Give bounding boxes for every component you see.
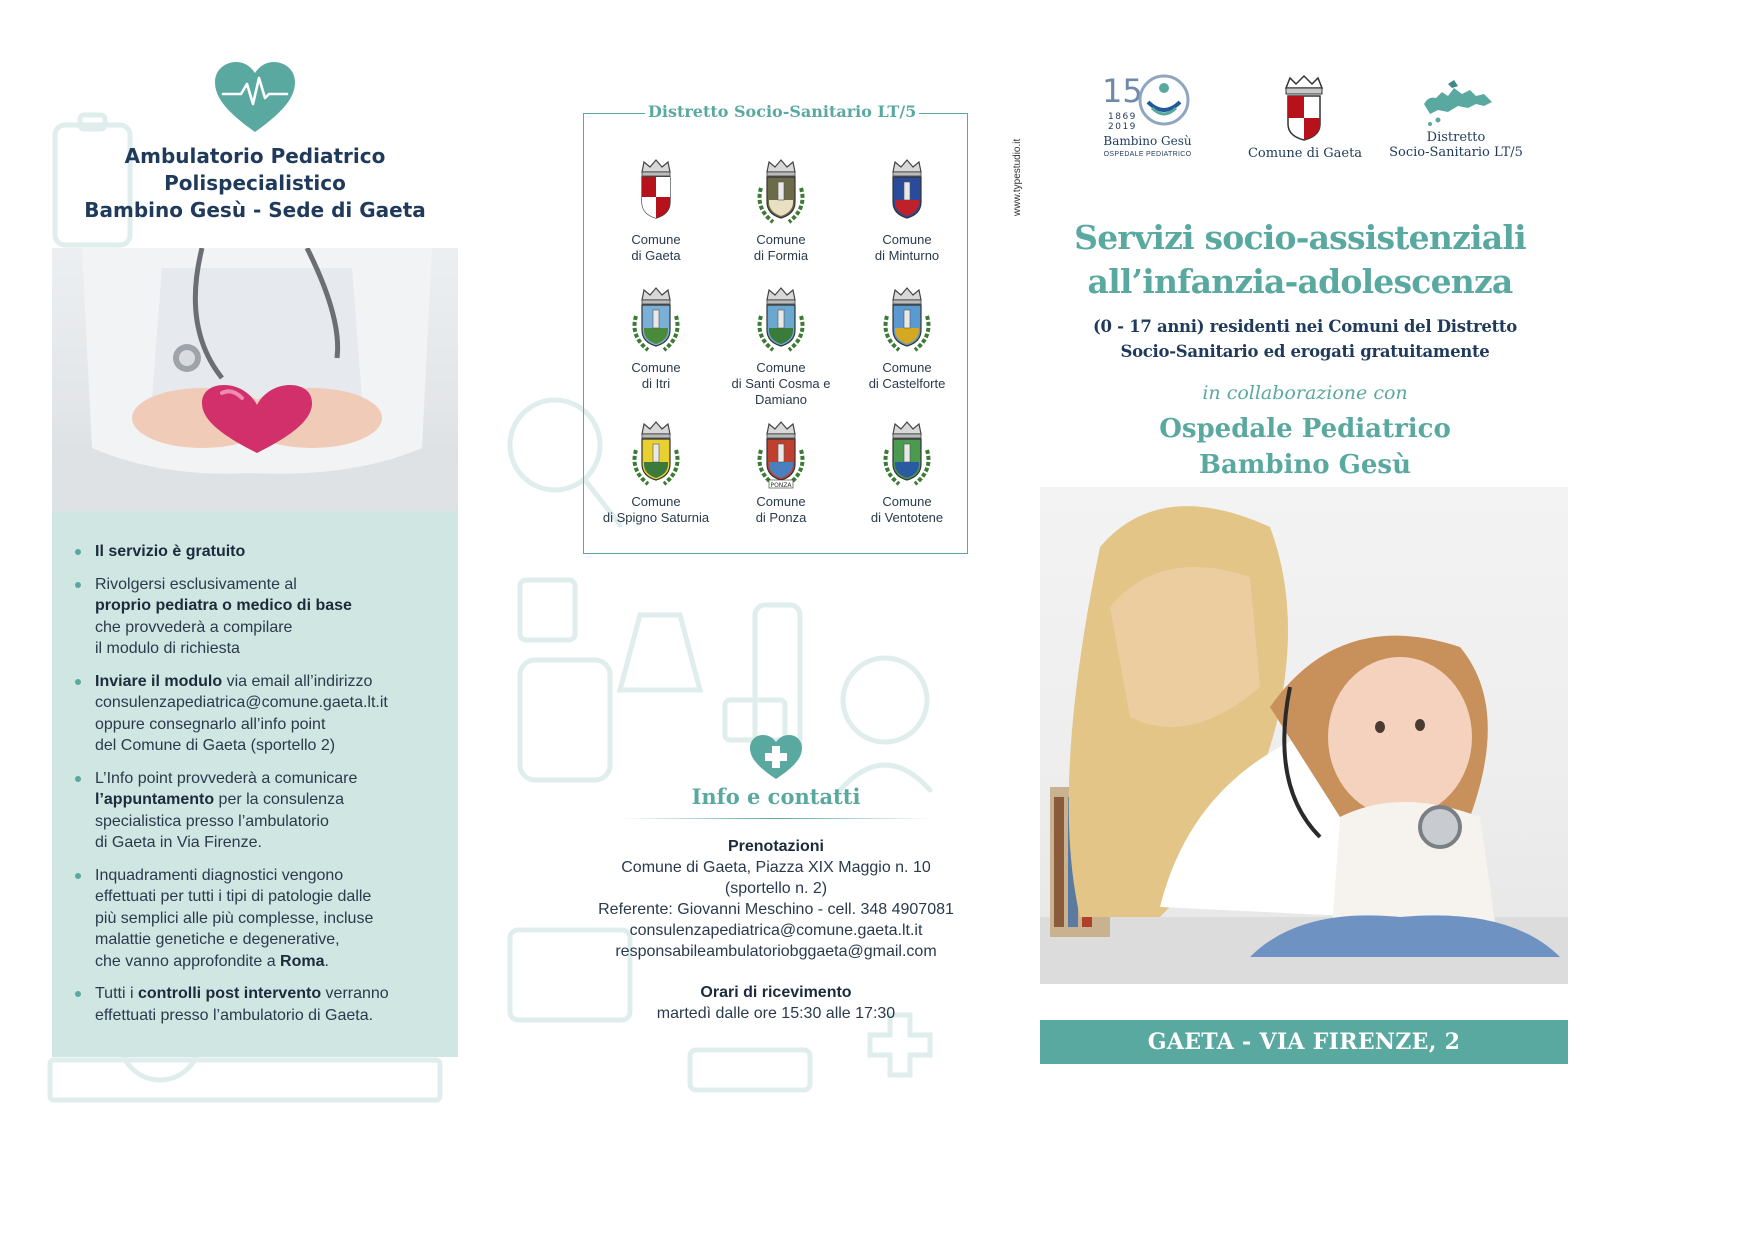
main-title-line: Servizi socio-assistenziali bbox=[1074, 218, 1526, 257]
municipality-name-line: di Castelforte bbox=[868, 376, 946, 391]
contact-line: martedì dalle ore 15:30 alle 17:30 bbox=[656, 1005, 896, 1022]
municipality-name-line: di Formia bbox=[753, 248, 809, 263]
text: . bbox=[324, 952, 329, 970]
address-banner bbox=[1040, 1020, 1568, 1064]
designer-credit: www.typestudio.it bbox=[1012, 138, 1023, 216]
text: che provvederà a compilare bbox=[95, 618, 293, 636]
bold-text: controlli post intervento bbox=[137, 985, 322, 1002]
service-info-line bbox=[95, 908, 442, 930]
contact-line: (sportello n. 2) bbox=[724, 880, 828, 897]
clinic-title bbox=[52, 143, 458, 224]
ponza-coat-of-arms-icon bbox=[751, 420, 811, 490]
info-divider bbox=[620, 818, 932, 819]
logo-district-line: Socio-Sanitario LT/5 bbox=[1389, 145, 1523, 160]
spigno-saturnia-coat-of-arms-icon bbox=[626, 420, 686, 490]
contact-heading: Prenotazioni bbox=[727, 838, 824, 855]
service-info-line bbox=[95, 832, 442, 854]
gaeta-coat-of-arms-icon bbox=[626, 158, 686, 228]
logo-years-bottom: 2019 bbox=[1108, 122, 1137, 132]
municipality-name-line: Comune bbox=[756, 360, 806, 375]
itri-coat-of-arms-icon bbox=[626, 286, 686, 356]
ventotene-coat-of-arms-icon bbox=[877, 420, 937, 490]
district-map-logo-icon bbox=[1418, 74, 1498, 130]
bold-text: proprio pediatra o medico di base bbox=[95, 597, 352, 614]
service-info-line bbox=[95, 1005, 442, 1027]
service-info-item bbox=[52, 768, 458, 854]
bold-text: l’appuntamento bbox=[95, 791, 215, 808]
service-info-item bbox=[52, 983, 458, 1026]
text: di Gaeta in Via Firenze. bbox=[95, 834, 262, 851]
municipality-name-line: di Gaeta bbox=[631, 248, 681, 263]
text: consulenzapediatrica@comune.gaeta.lt.it bbox=[95, 694, 388, 711]
spacer bbox=[560, 962, 992, 982]
contacts-block bbox=[560, 836, 992, 1024]
eligibility-subtitle bbox=[1060, 314, 1550, 364]
bold-text: Inviare il modulo bbox=[95, 672, 223, 690]
formia-coat-of-arms-icon bbox=[751, 158, 811, 228]
municipality-name-line: Comune bbox=[882, 360, 932, 375]
text: il modulo di richiesta bbox=[95, 640, 240, 657]
bambino-gesu-150-years-logo-icon bbox=[1100, 72, 1200, 162]
subtitle-line: Socio-Sanitario ed erogati gratuitamente bbox=[1120, 342, 1490, 361]
service-info-line bbox=[95, 671, 442, 693]
municipality-name-line: di Itri bbox=[641, 376, 671, 391]
main-title bbox=[1060, 216, 1540, 304]
logo-district-line: Distretto bbox=[1426, 130, 1486, 145]
district-title: Distretto Socio-Sanitario LT/5 bbox=[645, 102, 919, 121]
municipality-name-line: di Santi Cosma e Damiano bbox=[731, 376, 831, 407]
municipality-name bbox=[832, 360, 982, 392]
text: Rivolgersi esclusivamente al bbox=[95, 575, 297, 593]
service-info-line bbox=[95, 768, 442, 790]
text: per la consulenza bbox=[214, 791, 344, 808]
municipality-item bbox=[832, 158, 982, 264]
logo-bambino-gesu-subtitle: OSPEDALE PEDIATRICO bbox=[1103, 151, 1192, 158]
text: effettuati per tutti i tipi di patologie dalle bbox=[95, 888, 372, 905]
logo-district-name bbox=[1386, 130, 1526, 160]
service-info-panel bbox=[52, 511, 458, 1057]
contact-line: responsabileambulatoriobggaeta@gmail.com bbox=[615, 943, 937, 960]
service-info-line bbox=[95, 811, 442, 833]
service-info-item bbox=[52, 541, 458, 563]
municipality-name-line: Comune bbox=[882, 232, 932, 247]
bold-text: Roma bbox=[280, 952, 325, 970]
municipality-name-line: Comune bbox=[756, 494, 806, 509]
text: malattie genetiche e degenerative, bbox=[95, 931, 340, 948]
castelforte-coat-of-arms-icon bbox=[877, 286, 937, 356]
municipality-item bbox=[832, 420, 982, 526]
heart-pulse-logo-icon bbox=[213, 60, 297, 134]
service-info-line bbox=[95, 595, 442, 617]
doctor-examining-child-photo bbox=[1040, 487, 1568, 984]
contact-line: Comune di Gaeta, Piazza XIX Maggio n. 10 bbox=[621, 859, 931, 876]
info-contacts-title: Info e contatti bbox=[691, 784, 861, 809]
service-info-line bbox=[95, 638, 442, 660]
minturno-coat-of-arms-icon bbox=[877, 158, 937, 228]
service-info-item bbox=[52, 574, 458, 660]
municipality-banner-text: PONZA bbox=[770, 482, 792, 489]
service-info-line bbox=[95, 886, 442, 908]
service-info-line bbox=[95, 617, 442, 639]
comune-di-gaeta-coat-of-arms-icon bbox=[1280, 74, 1328, 142]
text: verranno bbox=[321, 985, 389, 1002]
municipality-name bbox=[832, 232, 982, 264]
santi-cosma-e-damiano-coat-of-arms-icon bbox=[751, 286, 811, 356]
service-info-line bbox=[95, 541, 442, 563]
municipality-name-line: Comune bbox=[631, 232, 681, 247]
text: L’Info point provvederà a comunicare bbox=[95, 769, 358, 787]
service-info-line bbox=[95, 692, 442, 714]
service-info-line bbox=[95, 714, 442, 736]
logo-years-top: 1869 bbox=[1108, 112, 1137, 122]
municipality-item bbox=[832, 286, 982, 392]
contact-heading: Orari di ricevimento bbox=[700, 984, 852, 1001]
service-info-line bbox=[95, 735, 442, 757]
hospital-name-line: Bambino Gesù bbox=[1199, 450, 1411, 480]
municipality-name-line: Comune bbox=[631, 494, 681, 509]
service-info-line bbox=[95, 929, 442, 951]
service-info-line bbox=[95, 865, 442, 887]
text: via email all’indirizzo bbox=[222, 672, 373, 690]
text: effettuati presso l’ambulatorio di Gaeta. bbox=[95, 1006, 374, 1024]
service-info-line bbox=[95, 789, 442, 811]
contact-line: Referente: Giovanni Meschino - cell. 348 4907081 bbox=[598, 901, 954, 918]
text: oppure consegnarlo all’info point bbox=[95, 715, 326, 733]
collaboration-label: in collaborazione con bbox=[1202, 382, 1408, 404]
text: più semplici alle più complesse, incluse bbox=[95, 909, 374, 927]
clinic-title-line: Polispecialistico bbox=[164, 171, 346, 195]
service-info-line bbox=[95, 951, 442, 973]
service-info-line bbox=[95, 574, 442, 596]
contact-line: consulenzapediatrica@comune.gaeta.lt.it bbox=[629, 922, 923, 939]
hospital-name bbox=[1060, 411, 1550, 483]
address-text: GAETA - VIA FIRENZE, 2 bbox=[1147, 1029, 1461, 1055]
municipality-name-line: di Ventotene bbox=[870, 510, 944, 525]
text: che vanno approfondite a bbox=[95, 952, 281, 970]
logo-comune-gaeta-name: Comune di Gaeta bbox=[1247, 146, 1363, 161]
logo-150-number: 15 bbox=[1102, 72, 1143, 110]
municipality-name-line: di Ponza bbox=[755, 510, 807, 525]
bold-text: Il servizio è gratuito bbox=[95, 543, 246, 560]
clinic-title-line: Bambino Gesù - Sede di Gaeta bbox=[84, 198, 426, 222]
municipality-name-line: di Minturno bbox=[874, 248, 940, 263]
service-info-item bbox=[52, 671, 458, 757]
logo-bambino-gesu-name: Bambino Gesù bbox=[1103, 134, 1192, 148]
doctor-holding-heart-photo bbox=[52, 248, 458, 511]
municipality-name-line: Comune bbox=[882, 494, 932, 509]
clinic-title-line: Ambulatorio Pediatrico bbox=[124, 144, 386, 168]
municipality-name-line: di Spigno Saturnia bbox=[602, 510, 710, 525]
municipality-name bbox=[832, 494, 982, 526]
text: del Comune di Gaeta (sportello 2) bbox=[95, 737, 336, 754]
municipality-name-line: Comune bbox=[631, 360, 681, 375]
subtitle-line: (0 - 17 anni) residenti nei Comuni del Distretto bbox=[1093, 317, 1517, 336]
hospital-name-line: Ospedale Pediatrico bbox=[1159, 414, 1451, 444]
text: specialistica presso l’ambulatorio bbox=[95, 812, 329, 830]
main-title-line: all’infanzia-adolescenza bbox=[1087, 262, 1513, 301]
service-info-item bbox=[52, 865, 458, 973]
medical-cross-heart-icon bbox=[749, 734, 803, 780]
municipality-name-line: Comune bbox=[756, 232, 806, 247]
service-info-list bbox=[52, 511, 458, 1026]
text: Tutti i bbox=[95, 985, 138, 1002]
service-info-line bbox=[95, 983, 442, 1005]
text: Inquadramenti diagnostici vengono bbox=[95, 866, 344, 884]
